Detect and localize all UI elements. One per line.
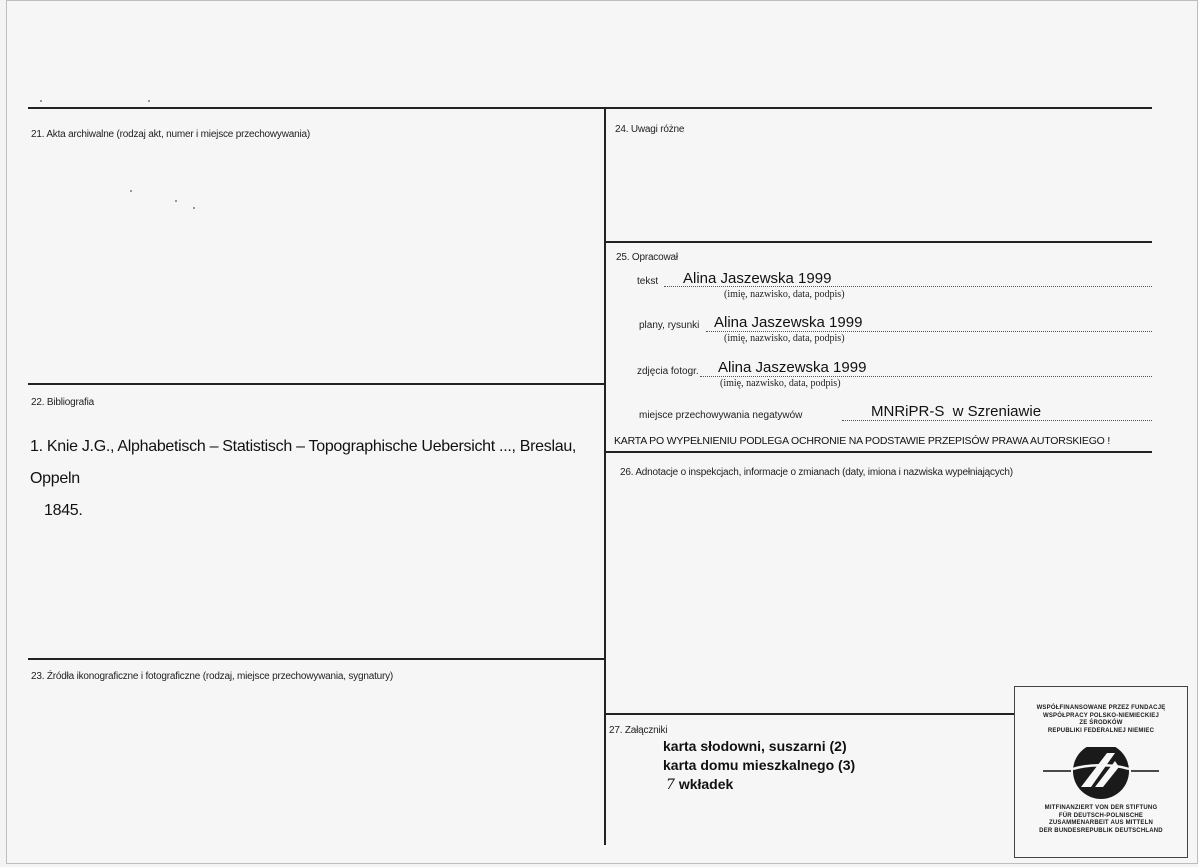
rule-24-25 xyxy=(606,241,1152,243)
section-23-label: 23. Źródła ikonograficzne i fotograficzne (rodzaj, miejsce przechowywania, sygnatury) xyxy=(31,671,394,682)
section-22-label: 22. Bibliografia xyxy=(31,397,94,408)
plany-value: Alina Jaszewska 1999 xyxy=(714,314,863,331)
stamp-bottom-line: MITFINANZIERT VON DER STIFTUNG xyxy=(1044,805,1158,811)
stamp-top-text xyxy=(1015,705,1187,735)
zdjecia-line xyxy=(700,376,1152,377)
tekst-hint: (imię, nazwisko, data, podpis) xyxy=(724,289,845,300)
attachment-label: wkładek xyxy=(678,776,734,792)
stamp-top-line: WSPÓŁFINANSOWANE PRZEZ FUNDACJĘ xyxy=(1036,705,1166,711)
attachment-line-2: karta domu mieszkalnego (3) xyxy=(663,757,856,773)
speck xyxy=(130,190,132,192)
stamp-top-line: ZE ŚRODKÓW xyxy=(1079,720,1123,726)
rule-25-26 xyxy=(606,451,1152,453)
rule-22-23 xyxy=(28,658,605,660)
tekst-value: Alina Jaszewska 1999 xyxy=(683,270,832,287)
stamp-top-line: WSPÓŁPRACY POLSKO-NIEMIECKIEJ xyxy=(1042,712,1160,719)
stamp-bottom-line: DER BUNDESREPUBLIK DEUTSCHLAND xyxy=(1039,827,1163,834)
bibliography-line-1: 1. Knie J.G., Alphabetisch – Statistisch – Topographische Uebersicht ..., Breslau, Oppeln xyxy=(30,438,577,487)
foundation-stamp xyxy=(1014,686,1188,858)
section-27-label: 27. Załączniki xyxy=(609,725,668,736)
negatives-line xyxy=(842,420,1152,421)
stamp-bottom-line: ZUSAMMENARBEIT AUS MITTELN xyxy=(1049,820,1153,826)
stamp-bottom-text xyxy=(1015,805,1187,835)
copyright-notice: KARTA PO WYPEŁNIENIU PODLEGA OCHRONIE NA PODSTAWIE PRZEPISÓW PRAWA AUTORSKIEGO ! xyxy=(614,435,1111,447)
speck xyxy=(175,200,177,202)
plany-label: plany, rysunki xyxy=(639,320,700,331)
stamp-bottom-line: FÜR DEUTSCH-POLNISCHE xyxy=(1058,812,1144,819)
negatives-label: miejsce przechowywania negatywów xyxy=(639,410,803,421)
section-24-label: 24. Uwagi różne xyxy=(615,124,685,135)
zdjecia-value: Alina Jaszewska 1999 xyxy=(718,359,867,376)
bibliography-line-2: 1845. xyxy=(44,502,83,519)
attachment-count: 7 xyxy=(666,777,675,793)
speck xyxy=(148,100,150,102)
rule-21-22 xyxy=(28,383,605,385)
center-divider xyxy=(604,108,606,845)
speck xyxy=(40,100,42,102)
attachment-line-1: karta słodowni, suszarni (2) xyxy=(663,738,847,754)
stamp-top-line: REPUBLIKI FEDERALNEJ NIEMIEC xyxy=(1047,727,1155,734)
section-26-label: 26. Adnotacje o inspekcjach, informacje o zmianach (daty, imiona i nazwiska wypełniających) xyxy=(620,467,1013,478)
plany-hint: (imię, nazwisko, data, podpis) xyxy=(724,333,845,344)
foundation-logo-icon xyxy=(1015,747,1187,807)
attachment-line-3 xyxy=(666,775,733,795)
zdjecia-hint: (imię, nazwisko, data, podpis) xyxy=(720,378,841,389)
bibliography-entry xyxy=(30,431,600,527)
negatives-value: MNRiPR-S w Szreniawie xyxy=(871,403,1042,420)
section-21-label: 21. Akta archiwalne (rodzaj akt, numer i miejsce przechowywania) xyxy=(31,129,310,140)
rule-26-27 xyxy=(606,713,1014,715)
plany-line xyxy=(706,331,1152,332)
tekst-label: tekst xyxy=(637,276,659,287)
section-25-label: 25. Opracował xyxy=(616,252,678,263)
speck xyxy=(193,207,195,209)
zdjecia-label: zdjęcia fotogr. xyxy=(637,366,699,377)
top-rule xyxy=(28,107,1152,109)
